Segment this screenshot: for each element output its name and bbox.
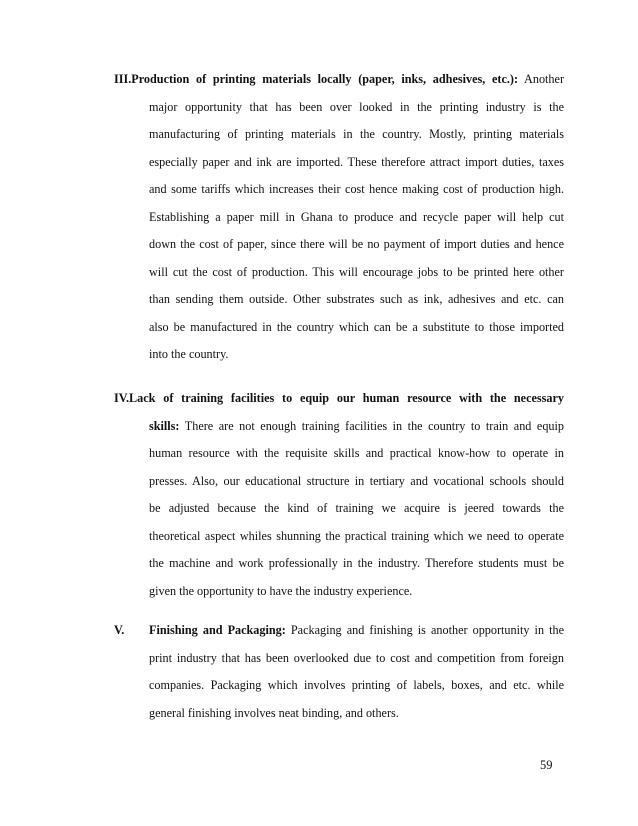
item-iii-line-6: Establishing a paper mill in Ghana to produce and recycle paper will help cut — [149, 209, 564, 224]
item-v-line-3: companies. Packaging which involves printing of labels, boxes, and etc. while — [149, 678, 564, 692]
item-v-line-4: general finishing involves neat binding, and others. — [149, 705, 399, 720]
item-iv-numeral: IV. — [114, 391, 130, 405]
item-iii-line-8: will cut the cost of production. This will encourage jobs to be printed here other — [149, 264, 564, 279]
page-number: 59 — [540, 758, 553, 772]
item-iv-line-4: presses. Also, our educational structure in tertiary and vocational schools should — [149, 473, 564, 488]
item-iv-line-2 — [114, 413, 564, 441]
item-iii-line-11: into the country. — [149, 347, 229, 361]
item-iii-line-3: manufacturing of printing materials in the country. Mostly, printing materials — [149, 127, 564, 141]
item-iv-line-1 — [114, 385, 564, 413]
item-v-line-2: print industry that has been overlooked due to cost and competition from foreign — [149, 650, 564, 665]
item-iii-text-1: Another — [518, 72, 564, 86]
item-iv-text-1: There are not enough training facilities in the country to train and equip — [179, 418, 564, 433]
item-v-text-1: Packaging and finishing is another opportunity in the — [285, 623, 564, 637]
item-iv-heading: Lack of training facilities to equip our human resource with the necessary — [129, 391, 564, 405]
item-iv-line-6: theoretical aspect whiles shunning the practical training which we need to operate — [149, 528, 564, 543]
item-iv-line-3: human resource with the requisite skills and practical know-how to operate in — [149, 446, 564, 460]
item-iii-line-7: down the cost of paper, since there will be no payment of import duties and hence — [149, 237, 564, 251]
list-item-iv — [114, 385, 564, 605]
item-v-numeral: V. — [114, 623, 125, 637]
item-iii-numeral: III. — [114, 72, 132, 86]
item-iii-line-2: major opportunity that has been over looked in the printing industry is the — [149, 99, 564, 114]
list-item-iii — [114, 66, 564, 369]
item-iii-line-5: and some tariffs which increases their cost hence making cost of production high. — [149, 182, 564, 196]
item-v-line-1 — [114, 617, 564, 645]
item-iii-line-10: also be manufactured in the country which can be a substitute to those imported — [149, 319, 564, 334]
item-v-heading: Finishing and Packaging: — [149, 623, 286, 637]
item-iv-line-8: given the opportunity to have the industry experience. — [149, 583, 413, 598]
item-iii-line-4: especially paper and ink are imported. These therefore attract import duties, taxes — [149, 154, 564, 169]
item-iii-heading: Production of printing materials locally (paper, inks, adhesives, etc.): — [131, 72, 519, 86]
item-iv-heading-cont: skills: — [149, 418, 180, 433]
item-iv-line-5: be adjusted because the kind of training we acquire is jeered towards the — [149, 501, 564, 515]
list-item-v — [114, 617, 564, 727]
item-iii-line-9: than sending them outside. Other substrates such as ink, adhesives and etc. can — [149, 292, 564, 306]
item-iii-line-1 — [114, 66, 564, 94]
item-iv-line-7: the machine and work professionally in the industry. Therefore students must be — [149, 556, 564, 570]
